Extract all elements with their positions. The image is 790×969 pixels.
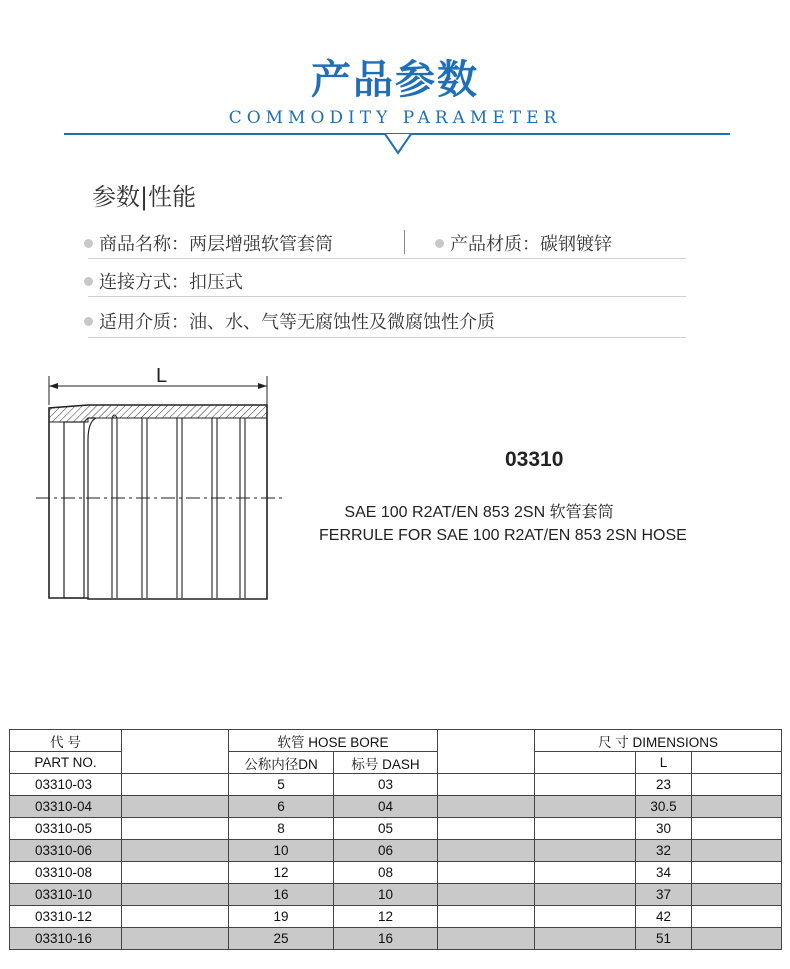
blank-cell [535, 862, 636, 884]
blank-cell [438, 906, 535, 928]
header-part-en: PART NO. [10, 752, 122, 774]
blank-cell [122, 818, 229, 840]
part-no-cell: 03310-10 [10, 884, 122, 906]
bullet-icon [435, 239, 444, 248]
dash-cell: 04 [334, 796, 438, 818]
dash-cell: 05 [334, 818, 438, 840]
blank-cell [535, 752, 636, 774]
blank-cell [438, 928, 535, 950]
table-row [10, 796, 782, 818]
blank-cell [692, 752, 782, 774]
table-row [10, 840, 782, 862]
part-no-cell: 03310-16 [10, 928, 122, 950]
header-dash: 标号 DASH [334, 752, 438, 774]
blank-cell [122, 796, 229, 818]
blank-cell [438, 796, 535, 818]
part-no-cell: 03310-05 [10, 818, 122, 840]
bullet-icon [84, 239, 93, 248]
blank-cell [692, 906, 782, 928]
blank-cell [438, 884, 535, 906]
header-dimensions: 尺 寸 DIMENSIONS [535, 730, 782, 752]
product-name-text: 商品名称：两层增强软管套筒 [99, 234, 333, 255]
blank-cell [692, 928, 782, 950]
blank-cell [535, 840, 636, 862]
length-cell: 23 [636, 774, 692, 796]
blank-cell [122, 928, 229, 950]
blank-cell [438, 840, 535, 862]
product-desc-en: FERRULE FOR SAE 100 R2AT/EN 853 2SN HOSE [319, 527, 687, 544]
spec-table [9, 729, 782, 950]
material-row [435, 230, 612, 256]
table-row [10, 906, 782, 928]
dn-cell: 6 [229, 796, 334, 818]
length-cell: 30 [636, 818, 692, 840]
blank-cell [692, 796, 782, 818]
blank-cell [438, 862, 535, 884]
dimension-label: L [156, 365, 168, 387]
length-cell: 30.5 [636, 796, 692, 818]
blank-cell [535, 906, 636, 928]
header-hose: 软管 HOSE BORE [229, 730, 438, 752]
dash-cell: 03 [334, 774, 438, 796]
dn-cell: 12 [229, 862, 334, 884]
blank-cell [535, 928, 636, 950]
bullet-icon [84, 277, 93, 286]
header-dn: 公称内径DN [229, 752, 334, 774]
blank-cell [438, 818, 535, 840]
dash-cell: 16 [334, 928, 438, 950]
row-divider [88, 337, 686, 338]
length-cell: 42 [636, 906, 692, 928]
blank-cell [535, 818, 636, 840]
connection-text: 连接方式：扣压式 [99, 272, 243, 293]
table-row [10, 928, 782, 950]
property-separator [404, 230, 405, 254]
length-cell: 34 [636, 862, 692, 884]
product-code: 03310 [505, 448, 564, 471]
dash-cell: 08 [334, 862, 438, 884]
length-cell: 37 [636, 884, 692, 906]
blank-cell [692, 884, 782, 906]
product-desc-cn: SAE 100 R2AT/EN 853 2SN 软管套筒 [344, 504, 614, 521]
part-no-cell: 03310-06 [10, 840, 122, 862]
blank-cell [122, 906, 229, 928]
medium-text: 适用介质：油、水、气等无腐蚀性及微腐蚀性介质 [99, 312, 495, 333]
part-no-cell: 03310-04 [10, 796, 122, 818]
blank-cell [122, 730, 229, 774]
table-row [10, 774, 782, 796]
material-text: 产品材质：碳钢镀锌 [450, 234, 612, 255]
blank-cell [535, 774, 636, 796]
blank-cell [692, 818, 782, 840]
table-body [10, 774, 782, 950]
header-l: L [636, 752, 692, 774]
table-row [10, 862, 782, 884]
dn-cell: 10 [229, 840, 334, 862]
blank-cell [692, 840, 782, 862]
blank-cell [122, 840, 229, 862]
part-no-cell: 03310-03 [10, 774, 122, 796]
dn-cell: 5 [229, 774, 334, 796]
blank-cell [692, 774, 782, 796]
page-title-en: COMMODITY PARAMETER [228, 108, 562, 128]
table-row [10, 884, 782, 906]
blank-cell [122, 774, 229, 796]
product-name-row [84, 230, 333, 256]
row-divider [88, 296, 686, 297]
page-title-cn: 产品参数 [311, 57, 479, 103]
blank-cell [438, 730, 535, 774]
section-title: 参数|性能 [92, 183, 197, 211]
blank-cell [535, 884, 636, 906]
part-no-cell: 03310-08 [10, 862, 122, 884]
dash-cell: 06 [334, 840, 438, 862]
medium-row [84, 308, 495, 334]
dn-cell: 8 [229, 818, 334, 840]
ferrule-drawing [36, 360, 286, 610]
bullet-icon [84, 317, 93, 326]
dn-cell: 25 [229, 928, 334, 950]
table-row [10, 818, 782, 840]
blank-cell [692, 862, 782, 884]
blank-cell [535, 796, 636, 818]
header-part-cn: 代 号 [10, 730, 122, 752]
dn-cell: 16 [229, 884, 334, 906]
blank-cell [122, 884, 229, 906]
blank-cell [438, 774, 535, 796]
dn-cell: 19 [229, 906, 334, 928]
chevron-down-icon [384, 133, 412, 155]
row-divider [88, 258, 686, 259]
length-cell: 51 [636, 928, 692, 950]
dash-cell: 12 [334, 906, 438, 928]
blank-cell [122, 862, 229, 884]
length-cell: 32 [636, 840, 692, 862]
part-no-cell: 03310-12 [10, 906, 122, 928]
dash-cell: 10 [334, 884, 438, 906]
connection-row [84, 268, 243, 294]
table-header-row [10, 730, 782, 752]
